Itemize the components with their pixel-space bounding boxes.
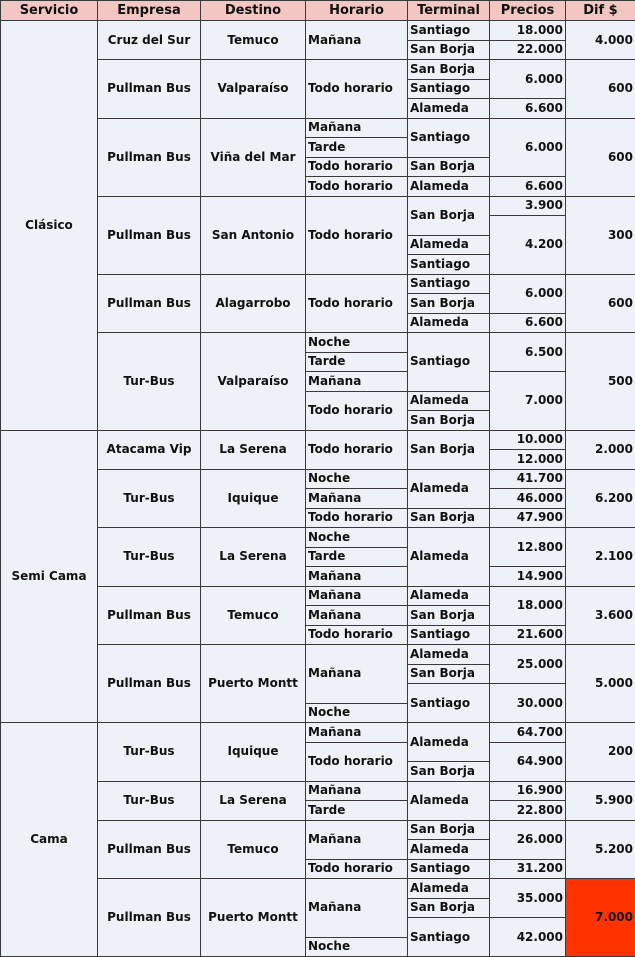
table-cell: Todo horario: [306, 274, 408, 333]
table-cell: 6.600: [490, 313, 566, 333]
table-cell: San Borja: [408, 196, 490, 235]
table-cell: San Borja: [408, 820, 490, 840]
table-cell: San Borja: [408, 294, 490, 314]
table-cell: 14.900: [490, 567, 566, 587]
table-cell: 30.000: [490, 684, 566, 723]
table-cell: 22.800: [490, 801, 566, 821]
table-cell: Mañana: [306, 645, 408, 704]
table-cell: 6.600: [490, 177, 566, 197]
table-cell: Cruz del Sur: [98, 21, 201, 60]
table-cell: Pullman Bus: [98, 118, 201, 196]
table-cell: San Borja: [408, 664, 490, 684]
table-cell: Alagarrobo: [201, 274, 306, 333]
table-cell: Santiago: [408, 118, 490, 157]
table-cell: 41.700: [490, 469, 566, 489]
table-cell: Noche: [306, 333, 408, 353]
table-cell: Tur-Bus: [98, 723, 201, 782]
table-row: [1, 723, 635, 743]
table-cell: La Serena: [201, 781, 306, 820]
table-cell: 600: [566, 60, 635, 119]
table-cell: 600: [566, 118, 635, 196]
table-cell: Pullman Bus: [98, 196, 201, 274]
table-body: [1, 21, 635, 957]
table-cell: Pullman Bus: [98, 274, 201, 333]
table-cell: La Serena: [201, 528, 306, 587]
table-cell: Mañana: [306, 118, 408, 138]
table-cell: Tarde: [306, 352, 408, 372]
table-cell: Alameda: [408, 781, 490, 820]
table-cell: Alameda: [408, 645, 490, 665]
table-cell: 5.200: [566, 820, 635, 879]
table-cell: 10.000: [490, 430, 566, 450]
header-row: [1, 1, 635, 21]
table-cell: Santiago: [408, 79, 490, 99]
header-precios: Precios: [490, 1, 566, 21]
table-cell: Noche: [306, 528, 408, 548]
table-cell: Mañana: [306, 820, 408, 859]
header-destino: Destino: [201, 1, 306, 21]
table-cell: Mañana: [306, 606, 408, 626]
table-cell: 500: [566, 333, 635, 431]
table-cell: Alameda: [408, 99, 490, 119]
table-cell: Pullman Bus: [98, 820, 201, 879]
table-cell: Mañana: [306, 586, 408, 606]
table-cell: Noche: [306, 469, 408, 489]
table-cell: Santiago: [408, 333, 490, 392]
table-cell: Temuco: [201, 21, 306, 60]
table-cell: 6.000: [490, 60, 566, 99]
table-cell: 18.000: [490, 21, 566, 41]
table-cell: Tur-Bus: [98, 333, 201, 431]
table-cell: Todo horario: [306, 859, 408, 879]
table-cell: Alameda: [408, 469, 490, 508]
table-cell: Mañana: [306, 781, 408, 801]
table-cell: La Serena: [201, 430, 306, 469]
table-cell: Todo horario: [306, 508, 408, 528]
table-cell: 6.000: [490, 274, 566, 313]
table-cell: Todo horario: [306, 625, 408, 645]
table-cell: Tarde: [306, 547, 408, 567]
table-cell: 64.700: [490, 723, 566, 743]
table-cell: Mañana: [306, 567, 408, 587]
table-cell: San Borja: [408, 411, 490, 431]
table-cell: Semi Cama: [1, 430, 98, 723]
table-cell: 21.600: [490, 625, 566, 645]
header-horario: Horario: [306, 1, 408, 21]
table-cell: Noche: [306, 937, 408, 957]
table-cell: 4.200: [490, 216, 566, 275]
table-cell: San Borja: [408, 40, 490, 60]
table-cell: 18.000: [490, 586, 566, 625]
table-cell: Tur-Bus: [98, 469, 201, 528]
table-cell: 6.600: [490, 99, 566, 119]
table-cell: Mañana: [306, 879, 408, 938]
table-cell: Pullman Bus: [98, 586, 201, 645]
table-cell: 6.200: [566, 469, 635, 528]
table-cell: 300: [566, 196, 635, 274]
table-cell: 2.000: [566, 430, 635, 469]
table-cell: Alameda: [408, 586, 490, 606]
table-cell: Santiago: [408, 684, 490, 723]
table-cell: 600: [566, 274, 635, 333]
table-cell: 5.000: [566, 645, 635, 723]
table-cell: Alameda: [408, 391, 490, 411]
table-cell: Clásico: [1, 21, 98, 431]
table-cell: Todo horario: [306, 742, 408, 781]
table-cell: Alameda: [408, 177, 490, 197]
table-cell: Temuco: [201, 820, 306, 879]
table-cell: Mañana: [306, 21, 408, 60]
table-cell: 26.000: [490, 820, 566, 859]
table-cell: Alameda: [408, 723, 490, 762]
table-cell: Temuco: [201, 586, 306, 645]
table-cell: 7.000: [490, 372, 566, 431]
table-cell: Todo horario: [306, 196, 408, 274]
table-cell: Noche: [306, 703, 408, 723]
table-cell: San Borja: [408, 898, 490, 918]
table-cell: San Borja: [408, 430, 490, 469]
table-cell: Cama: [1, 723, 98, 957]
table-cell: Mañana: [306, 489, 408, 509]
table-cell: Todo horario: [306, 177, 408, 197]
table-cell: Valparaíso: [201, 333, 306, 431]
table-cell: 25.000: [490, 645, 566, 684]
table-cell: Viña del Mar: [201, 118, 306, 196]
table-cell: Santiago: [408, 21, 490, 41]
table-cell: San Borja: [408, 606, 490, 626]
table-cell: 5.900: [566, 781, 635, 820]
table-cell: Puerto Montt: [201, 645, 306, 723]
table-cell: Pullman Bus: [98, 879, 201, 957]
table-cell: San Antonio: [201, 196, 306, 274]
table-cell: Mañana: [306, 372, 408, 392]
table-cell: Tur-Bus: [98, 528, 201, 587]
table-cell: Tarde: [306, 138, 408, 158]
table-cell: Santiago: [408, 625, 490, 645]
table-cell: Valparaíso: [201, 60, 306, 119]
table-cell: Santiago: [408, 274, 490, 294]
table-cell: Todo horario: [306, 391, 408, 430]
table-row: [1, 21, 635, 41]
table-cell: Tarde: [306, 801, 408, 821]
table-cell: 3.600: [566, 586, 635, 645]
table-cell: Puerto Montt: [201, 879, 306, 957]
table-cell: Alameda: [408, 840, 490, 860]
table-cell: 2.100: [566, 528, 635, 587]
table-cell: 12.800: [490, 528, 566, 567]
table-cell: 12.000: [490, 450, 566, 470]
table-cell: 64.900: [490, 742, 566, 781]
table-cell: Alameda: [408, 528, 490, 587]
table-cell: Atacama Vip: [98, 430, 201, 469]
table-cell: 46.000: [490, 489, 566, 509]
header-empresa: Empresa: [98, 1, 201, 21]
table-cell: Pullman Bus: [98, 60, 201, 119]
table-cell: 3.900: [490, 196, 566, 216]
table-cell: Pullman Bus: [98, 645, 201, 723]
table-cell: Todo horario: [306, 157, 408, 177]
table-cell: 31.200: [490, 859, 566, 879]
table-cell: San Borja: [408, 508, 490, 528]
table-row: [1, 430, 635, 450]
table-cell: 200: [566, 723, 635, 782]
table-cell: Santiago: [408, 859, 490, 879]
table-cell: San Borja: [408, 762, 490, 782]
table-cell: 22.000: [490, 40, 566, 60]
table-cell: Iquique: [201, 723, 306, 782]
table-cell: Alameda: [408, 235, 490, 255]
header-servicio: Servicio: [1, 1, 98, 21]
table-cell: 16.900: [490, 781, 566, 801]
table-cell: 6.500: [490, 333, 566, 372]
table-cell: Todo horario: [306, 430, 408, 469]
table-cell: 6.000: [490, 118, 566, 177]
highlighted-cell: 7.000: [566, 879, 635, 957]
table-cell: San Borja: [408, 157, 490, 177]
header-dif: Dif $: [566, 1, 635, 21]
table-cell: Santiago: [408, 255, 490, 275]
table-cell: Tur-Bus: [98, 781, 201, 820]
table-cell: Alameda: [408, 313, 490, 333]
table-cell: Todo horario: [306, 60, 408, 119]
table-cell: 35.000: [490, 879, 566, 918]
table-cell: San Borja: [408, 60, 490, 80]
table-cell: Santiago: [408, 918, 490, 957]
table-cell: Alameda: [408, 879, 490, 899]
table-cell: 42.000: [490, 918, 566, 957]
table-cell: 4.000: [566, 21, 635, 60]
table-cell: Mañana: [306, 723, 408, 743]
header-terminal: Terminal: [408, 1, 490, 21]
table-cell: Iquique: [201, 469, 306, 528]
table-cell: 47.900: [490, 508, 566, 528]
